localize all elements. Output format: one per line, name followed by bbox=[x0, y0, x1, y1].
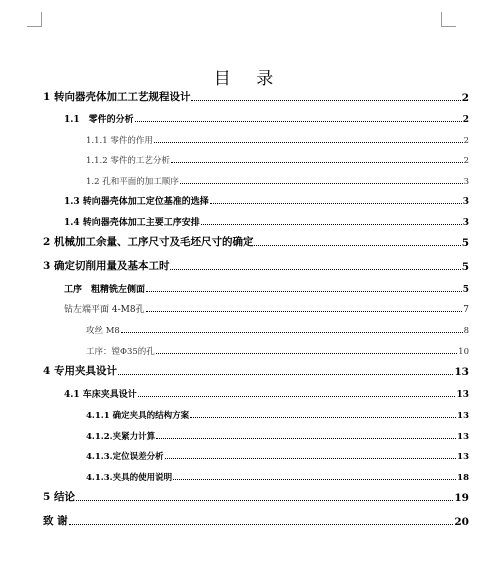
toc-entry-3-process-1[interactable] bbox=[64, 279, 469, 295]
toc-entry-5[interactable] bbox=[43, 488, 469, 504]
toc-page-number: 13 bbox=[456, 390, 469, 400]
toc-page-number: 2 bbox=[462, 115, 469, 125]
toc-entry-3[interactable] bbox=[43, 257, 469, 273]
toc-page-number: 20 bbox=[454, 516, 469, 528]
toc-entry-4[interactable] bbox=[43, 362, 469, 378]
toc-leader-dots bbox=[180, 183, 463, 184]
toc-leader-dots bbox=[156, 438, 456, 439]
toc-entry-label: 4.1.2.夹紧力计算 bbox=[86, 432, 156, 442]
toc-entry-1-1-2[interactable] bbox=[86, 150, 469, 166]
toc-page-number: 7 bbox=[463, 305, 469, 315]
toc-leader-dots bbox=[121, 332, 463, 333]
toc-leader-dots bbox=[76, 500, 453, 501]
toc-page-number: 13 bbox=[454, 366, 469, 378]
toc-page-number: 3 bbox=[462, 197, 469, 207]
toc-page-number: 5 bbox=[461, 261, 469, 273]
toc-leader-dots bbox=[201, 224, 462, 225]
toc-entry-label: 3 确定切削用量及基本工时 bbox=[43, 260, 170, 272]
toc-entry-4-1-3-usage[interactable] bbox=[86, 467, 469, 483]
toc-entry-label: 5 结论 bbox=[43, 491, 75, 503]
toc-page-number: 5 bbox=[462, 285, 469, 295]
toc-leader-dots bbox=[138, 396, 456, 397]
toc-entry-1-3[interactable] bbox=[64, 191, 469, 207]
toc-leader-dots bbox=[154, 142, 463, 143]
toc-page-number: 19 bbox=[454, 492, 469, 504]
toc-entry-label: 4 专用夹具设计 bbox=[43, 365, 117, 377]
toc-entry-label: 1.4 转向器壳体加工主要工序安排 bbox=[64, 218, 200, 228]
toc-entry-label: 1.1.1 零件的作用 bbox=[86, 136, 153, 146]
crop-mark-top-left bbox=[27, 12, 42, 27]
toc-leader-dots bbox=[69, 524, 454, 525]
toc-entry-label: 1.1.2 零件的工艺分析 bbox=[86, 156, 170, 166]
toc-leader-dots bbox=[254, 245, 460, 246]
toc-entry-label: 工序 粗精铣左侧面 bbox=[64, 285, 146, 295]
toc-entry-1-4[interactable] bbox=[64, 212, 469, 228]
toc-entry-4-1-1[interactable] bbox=[86, 405, 469, 421]
toc-leader-dots bbox=[173, 479, 456, 480]
toc-page-number: 3 bbox=[463, 177, 469, 187]
toc-entry-label: 2 机械加工余量、工序尺寸及毛坯尺寸的确定 bbox=[43, 236, 254, 248]
toc-page-number: 18 bbox=[457, 473, 469, 483]
toc-entry-4-1[interactable] bbox=[64, 384, 469, 400]
toc-page-number: 2 bbox=[461, 92, 469, 104]
crop-mark-top-right bbox=[441, 12, 456, 27]
toc-entry-label: 4.1.3.夹具的使用说明 bbox=[86, 473, 173, 483]
toc-entry-1-1-1[interactable] bbox=[86, 130, 469, 146]
toc-leader-dots bbox=[190, 417, 456, 418]
toc-leader-dots bbox=[156, 353, 457, 354]
toc-entry-1-1[interactable] bbox=[64, 109, 469, 125]
toc-page-number: 13 bbox=[457, 411, 469, 421]
toc-leader-dots bbox=[170, 269, 460, 270]
toc-page-number: 2 bbox=[463, 136, 469, 146]
toc-leader-dots bbox=[135, 121, 462, 122]
toc-entry-3-bore[interactable] bbox=[86, 341, 469, 357]
toc-entry-acknowledgements[interactable] bbox=[43, 512, 469, 528]
toc-title: 目 录 bbox=[213, 69, 284, 89]
toc-entry-1-2[interactable] bbox=[86, 171, 469, 187]
toc-entry-label: 4.1 车床夹具设计 bbox=[64, 390, 137, 400]
toc-leader-dots bbox=[171, 162, 463, 163]
toc-leader-dots bbox=[191, 100, 460, 101]
toc-entry-label: 1.1 零件的分析 bbox=[64, 115, 134, 125]
toc-entry-label: 钻左端平面 4-M8孔 bbox=[64, 305, 145, 315]
toc-page-number: 13 bbox=[457, 452, 469, 462]
toc-leader-dots bbox=[118, 374, 453, 375]
toc-entry-label: 1.3 转向器壳体加工定位基准的选择 bbox=[64, 197, 209, 207]
toc-entry-label: 1.2 孔和平面的加工顺序 bbox=[86, 177, 179, 187]
toc-leader-dots bbox=[146, 311, 463, 312]
toc-page-number: 8 bbox=[463, 326, 469, 336]
toc-entry-label: 致 谢 bbox=[43, 515, 68, 527]
toc-entry-3-drill[interactable] bbox=[64, 299, 469, 315]
toc-page-number: 3 bbox=[462, 218, 469, 228]
toc-leader-dots bbox=[210, 203, 462, 204]
toc-entry-label: 4.1.1 确定夹具的结构方案 bbox=[86, 411, 190, 421]
toc-page-number: 13 bbox=[457, 432, 469, 442]
toc-leader-dots bbox=[146, 291, 462, 292]
toc-entry-4-1-3[interactable] bbox=[86, 446, 469, 462]
toc-leader-dots bbox=[165, 458, 457, 459]
toc-entry-4-1-2[interactable] bbox=[86, 426, 469, 442]
toc-entry-label: 攻丝 M8 bbox=[86, 326, 120, 336]
toc-entry-1[interactable] bbox=[43, 88, 469, 104]
toc-page-number: 10 bbox=[458, 347, 469, 357]
toc-page-number: 2 bbox=[463, 156, 469, 166]
toc-page-number: 5 bbox=[461, 237, 469, 249]
toc-entry-label: 1 转向器壳体加工工艺规程设计 bbox=[43, 91, 191, 103]
toc-entry-label: 工序：镗Φ35的孔 bbox=[86, 347, 155, 357]
toc-entry-label: 4.1.3.定位误差分析 bbox=[86, 452, 164, 462]
toc-entry-3-tap[interactable] bbox=[86, 320, 469, 336]
toc-entry-2[interactable] bbox=[43, 233, 469, 249]
